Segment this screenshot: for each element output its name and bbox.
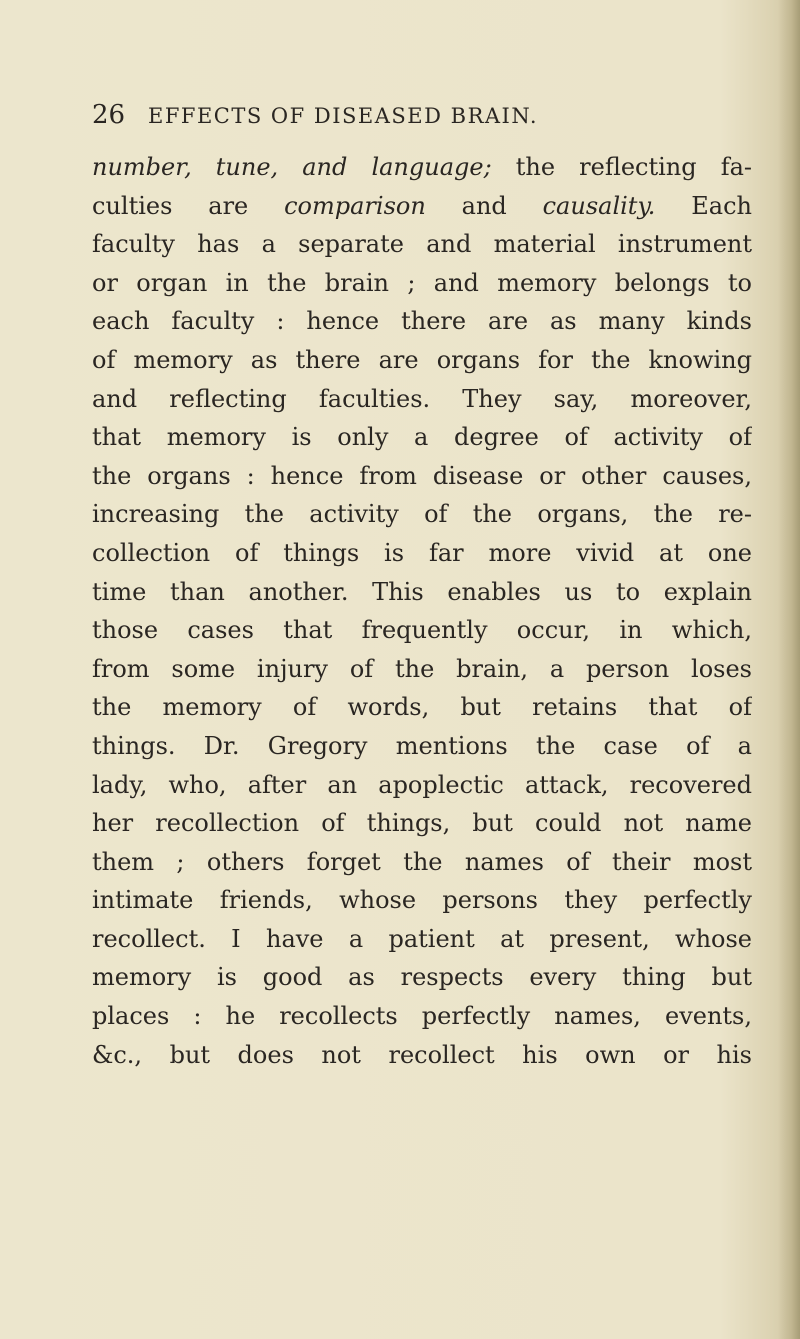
text-line <box>92 881 752 920</box>
text-line <box>92 920 752 959</box>
text-line <box>92 804 752 843</box>
text-segment: and <box>425 191 543 220</box>
text-segment: faculty has a separate and material instrument <box>92 230 752 259</box>
text-line <box>92 380 752 419</box>
text-line <box>92 341 752 380</box>
text-segment: lady, who, after an apoplectic attack, recovered <box>92 770 752 799</box>
text-line <box>92 573 752 612</box>
page-edge-shadow <box>778 0 800 1339</box>
text-line <box>92 457 752 496</box>
text-line <box>92 495 752 534</box>
text-segment: Each <box>655 191 752 220</box>
text-line <box>92 958 752 997</box>
text-segment: and reflecting faculties. They say, moreover, <box>92 384 752 413</box>
text-line <box>92 1036 752 1075</box>
text-line <box>92 187 752 226</box>
text-segment: each faculty : hence there are as many kinds <box>92 307 752 336</box>
text-segment: culties are <box>92 191 285 220</box>
page-header <box>92 100 752 140</box>
text-segment: of memory as there are organs for the knowing <box>92 345 752 374</box>
body-text <box>92 148 752 1074</box>
text-segment: intimate friends, whose persons they perfectly <box>92 886 752 915</box>
text-segment: or organ in the brain ; and memory belongs to <box>92 268 752 297</box>
italic-term: number, tune, and language; <box>92 153 492 181</box>
text-line <box>92 843 752 882</box>
text-line <box>92 766 752 805</box>
text-segment: those cases that frequently occur, in which, <box>92 616 752 645</box>
text-segment: the organs : hence from disease or other causes, <box>92 461 752 490</box>
text-segment: the memory of words, but retains that of <box>92 693 752 722</box>
text-line <box>92 418 752 457</box>
text-segment: things. Dr. Gregory mentions the case of a <box>92 731 752 760</box>
text-line <box>92 148 752 187</box>
text-segment: memory is good as respects every thing but <box>92 963 752 992</box>
text-segment: that memory is only a degree of activity of <box>92 423 752 452</box>
text-line <box>92 650 752 689</box>
italic-term: comparison <box>284 191 426 220</box>
page-number: 26 <box>92 100 126 130</box>
running-head: EFFECTS OF DISEASED BRAIN. <box>148 104 539 128</box>
text-segment: &c., but does not recollect his own or his <box>92 1040 752 1069</box>
italic-term: causality. <box>542 191 656 220</box>
text-line <box>92 727 752 766</box>
text-segment: her recollection of things, but could not name <box>92 809 752 838</box>
text-line <box>92 997 752 1036</box>
text-segment: time than another. This enables us to explain <box>92 577 752 606</box>
text-segment: collection of things is far more vivid at one <box>92 538 752 567</box>
text-segment: recollect. I have a patient at present, whose <box>92 924 752 953</box>
text-line <box>92 611 752 650</box>
text-segment: the reflecting fa- <box>491 153 752 181</box>
text-line <box>92 264 752 303</box>
text-segment: places : he recollects perfectly names, events, <box>92 1002 752 1031</box>
text-segment: from some injury of the brain, a person loses <box>92 654 752 683</box>
text-segment: them ; others forget the names of their most <box>92 847 752 876</box>
text-line <box>92 225 752 264</box>
text-line <box>92 688 752 727</box>
text-segment: increasing the activity of the organs, the re- <box>92 500 752 529</box>
text-line <box>92 534 752 573</box>
text-line <box>92 302 752 341</box>
